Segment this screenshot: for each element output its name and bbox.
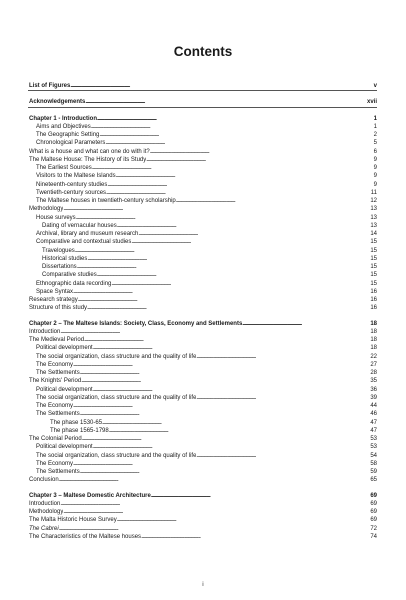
toc-entry-title: The Settlements bbox=[36, 411, 80, 418]
dot-leader bbox=[80, 468, 370, 476]
toc-entry-title: The Economy bbox=[36, 403, 74, 409]
toc-entry[interactable] bbox=[28, 115, 377, 123]
toc-entry[interactable] bbox=[28, 247, 377, 255]
toc-entry-page: v bbox=[373, 83, 377, 89]
dot-leader bbox=[91, 123, 373, 131]
toc-entry-page: 18 bbox=[370, 320, 377, 327]
dot-leader bbox=[105, 139, 372, 147]
dot-leader bbox=[196, 394, 369, 402]
toc-entry-title: List of Figures bbox=[29, 83, 71, 89]
toc-entry[interactable] bbox=[28, 156, 377, 164]
toc-entry[interactable] bbox=[28, 353, 377, 361]
toc-entry-page: 47 bbox=[370, 419, 377, 426]
dot-leader bbox=[107, 181, 372, 189]
toc-entry[interactable] bbox=[28, 443, 377, 451]
page-number: i bbox=[202, 581, 204, 588]
toc-entry-title: The Medieval Period bbox=[29, 337, 85, 343]
toc-entry-page: 13 bbox=[370, 222, 377, 229]
toc-entry[interactable] bbox=[28, 255, 377, 263]
toc-entry-title: The Knights' Period bbox=[29, 378, 82, 385]
toc-entry[interactable] bbox=[28, 419, 377, 427]
toc-entry[interactable] bbox=[28, 369, 377, 377]
toc-entry-title: Ethnographic data recording bbox=[36, 280, 112, 287]
toc-entry-title: What is a house and what can one do with it? bbox=[29, 148, 150, 155]
toc-entry[interactable] bbox=[28, 148, 377, 156]
toc-entry-title: Methodology bbox=[29, 509, 64, 515]
toc-entry-title: Introduction bbox=[29, 500, 61, 507]
toc-entry-title: Space Syntax bbox=[36, 288, 74, 295]
toc-entry-title: The social organization, class structure and the quality of life bbox=[36, 452, 197, 459]
dot-leader bbox=[102, 419, 369, 427]
toc-entry-title: Political development bbox=[36, 345, 93, 352]
dot-leader bbox=[73, 460, 369, 468]
toc-entry-page: 9 bbox=[373, 181, 377, 188]
toc-entry[interactable] bbox=[28, 280, 377, 288]
dot-leader bbox=[78, 296, 370, 304]
toc-entry-page: 36 bbox=[370, 386, 377, 393]
toc-entry-title: Research strategy bbox=[29, 297, 78, 303]
toc-entry-page: 1 bbox=[373, 123, 377, 130]
toc-entry-page: 44 bbox=[370, 403, 377, 409]
dot-leader bbox=[92, 164, 373, 172]
dot-leader bbox=[196, 353, 369, 361]
toc-entry-title: Acknowledgements bbox=[29, 99, 86, 106]
toc-entry-title: The Settlements bbox=[36, 370, 80, 376]
toc-entry-page: 16 bbox=[370, 297, 377, 303]
dot-leader bbox=[60, 500, 369, 508]
dot-leader bbox=[87, 304, 369, 312]
toc-entry-title: The Malta Historic House Survey bbox=[29, 517, 117, 524]
toc-entry-title: Methodology bbox=[29, 206, 64, 213]
toc-entry[interactable] bbox=[28, 304, 377, 312]
toc-entry-page: 53 bbox=[370, 444, 377, 451]
toc-entry-page: 47 bbox=[370, 427, 377, 434]
toc-entry-title: The social organization, class structure and the quality of life bbox=[36, 353, 197, 360]
toc-entry-title: The Maltese House: The History of its Study bbox=[29, 156, 147, 163]
section-gap bbox=[28, 108, 377, 115]
toc-entry-title: Nineteenth-century studies bbox=[36, 181, 108, 188]
dot-leader bbox=[82, 435, 370, 443]
toc-entry[interactable] bbox=[28, 82, 377, 91]
toc-entry[interactable] bbox=[28, 214, 377, 222]
toc-entry[interactable] bbox=[28, 230, 377, 238]
toc-entry-title: The Characteristics of the Maltese houses bbox=[29, 533, 142, 540]
toc-entry-page: 15 bbox=[370, 272, 377, 279]
dot-leader bbox=[59, 476, 370, 484]
toc-entry-page: 9 bbox=[373, 156, 377, 163]
dot-leader bbox=[76, 214, 370, 222]
dot-leader bbox=[80, 410, 370, 418]
dot-leader bbox=[70, 82, 372, 90]
toc-entry-page: 2 bbox=[373, 132, 377, 138]
toc-entry-page: 9 bbox=[373, 165, 377, 171]
dot-leader bbox=[146, 156, 372, 164]
dot-leader bbox=[93, 344, 370, 352]
toc-entry[interactable] bbox=[28, 336, 377, 344]
toc-entry-page: 15 bbox=[370, 247, 377, 254]
toc-entry[interactable] bbox=[28, 386, 377, 394]
toc-entry[interactable] bbox=[28, 271, 377, 279]
toc-entry-page: 18 bbox=[370, 345, 377, 352]
dot-leader bbox=[85, 98, 366, 106]
dot-leader bbox=[151, 492, 369, 500]
dot-leader bbox=[63, 205, 369, 213]
toc-entry-page: 74 bbox=[370, 533, 377, 540]
toc-entry-page: 13 bbox=[370, 206, 377, 213]
toc-entry-page: 28 bbox=[370, 370, 377, 376]
toc-entry-title: The Economy bbox=[36, 361, 74, 368]
toc-entry-title: The Colonial Period bbox=[29, 436, 82, 442]
dot-leader bbox=[242, 320, 369, 328]
toc-entry[interactable] bbox=[28, 427, 377, 435]
toc-entry-page: 65 bbox=[370, 477, 377, 484]
dot-leader bbox=[73, 361, 369, 369]
toc-entry-title: Political development bbox=[36, 444, 93, 451]
toc-entry-page: 15 bbox=[370, 280, 377, 287]
toc-entry[interactable] bbox=[28, 320, 377, 328]
toc-entry[interactable] bbox=[28, 328, 377, 336]
toc-entry-title: Aims and Objectives bbox=[36, 123, 91, 130]
dot-leader bbox=[93, 443, 370, 451]
toc-entry-title: The phase 1565-1798 bbox=[50, 427, 109, 434]
toc-entry-page: 14 bbox=[370, 231, 377, 237]
dot-leader bbox=[93, 386, 370, 394]
dot-leader bbox=[97, 271, 370, 279]
toc-entry[interactable] bbox=[28, 123, 377, 131]
toc-entry-page: 15 bbox=[370, 264, 377, 270]
toc-entry-page: 27 bbox=[370, 361, 377, 368]
toc-entry-page: 11 bbox=[370, 189, 377, 196]
toc-entry-page: 15 bbox=[370, 255, 377, 262]
toc-entry-title: The Settlements bbox=[36, 469, 80, 475]
toc-entry[interactable] bbox=[28, 189, 377, 197]
toc-entry-page: 16 bbox=[370, 305, 377, 312]
toc-entry-page: 59 bbox=[370, 469, 377, 475]
toc-entry[interactable] bbox=[28, 238, 377, 246]
toc-entry-title: The social organization, class structure and the quality of life bbox=[36, 394, 197, 401]
toc-entry[interactable] bbox=[28, 344, 377, 352]
table-of-contents bbox=[28, 82, 377, 541]
toc-entry-title: Twentieth-century sources bbox=[36, 189, 107, 196]
toc-entry[interactable] bbox=[28, 222, 377, 230]
toc-entry-page: 15 bbox=[370, 239, 377, 246]
toc-entry-title: Dating of vernacular houses bbox=[42, 222, 117, 229]
toc-entry-page: 69 bbox=[370, 500, 377, 507]
dot-leader bbox=[131, 238, 369, 246]
dot-leader bbox=[75, 247, 370, 255]
dot-leader bbox=[84, 336, 369, 344]
toc-entry-page: 35 bbox=[370, 378, 377, 385]
toc-entry-title: Travelogues bbox=[42, 247, 75, 254]
toc-entry[interactable] bbox=[28, 533, 377, 541]
toc-entry-title: Chronological Parameters bbox=[36, 140, 106, 147]
toc-entry-title: Chapter 2 – The Maltese Islands: Society, Class, Economy and Settlements bbox=[29, 320, 243, 327]
toc-entry[interactable] bbox=[28, 452, 377, 460]
dot-leader bbox=[138, 230, 369, 238]
dot-leader bbox=[59, 525, 370, 533]
toc-entry-title: The Geographic Setting bbox=[36, 132, 100, 138]
toc-entry-page: 16 bbox=[370, 288, 377, 295]
toc-entry[interactable] bbox=[28, 296, 377, 304]
section-gap bbox=[28, 91, 377, 98]
toc-entry[interactable] bbox=[28, 288, 377, 296]
toc-entry-title: Comparative studies bbox=[42, 272, 97, 279]
section-gap bbox=[28, 313, 377, 320]
dot-leader bbox=[97, 115, 373, 123]
dot-leader bbox=[109, 427, 370, 435]
toc-entry[interactable] bbox=[28, 468, 377, 476]
dot-leader bbox=[117, 222, 370, 230]
toc-entry[interactable] bbox=[28, 460, 377, 468]
toc-entry-title: Dissertations bbox=[42, 264, 77, 270]
dot-leader bbox=[60, 328, 369, 336]
toc-entry-page: 9 bbox=[373, 173, 377, 180]
toc-entry-title: Conclusion bbox=[29, 477, 59, 484]
toc-entry-title: Political development bbox=[36, 386, 93, 393]
toc-entry[interactable] bbox=[28, 164, 377, 172]
toc-entry[interactable] bbox=[28, 197, 377, 205]
toc-entry[interactable] bbox=[28, 500, 377, 508]
dot-leader bbox=[116, 172, 373, 180]
toc-entry[interactable] bbox=[28, 181, 377, 189]
toc-entry-page: 58 bbox=[370, 460, 377, 467]
toc-entry-page: 54 bbox=[370, 452, 377, 459]
toc-entry-page: 18 bbox=[370, 328, 377, 335]
dot-leader bbox=[176, 197, 370, 205]
dot-leader bbox=[196, 452, 369, 460]
toc-entry-title: Chapter 1 - Introduction bbox=[29, 115, 97, 122]
toc-entry-title: Chapter 3 – Maltese Domestic Architecture bbox=[29, 492, 151, 499]
toc-entry[interactable] bbox=[28, 377, 377, 385]
toc-entry-page: 5 bbox=[373, 140, 377, 147]
toc-entry-title: The phase 1530-65 bbox=[50, 419, 103, 426]
toc-entry[interactable] bbox=[28, 131, 377, 139]
dot-leader bbox=[80, 369, 370, 377]
dot-leader bbox=[99, 131, 372, 139]
toc-entry-title: Historical studies bbox=[42, 255, 88, 262]
toc-entry[interactable] bbox=[28, 508, 377, 516]
toc-entry[interactable] bbox=[28, 394, 377, 402]
toc-entry-page: 69 bbox=[370, 509, 377, 515]
toc-entry[interactable] bbox=[28, 410, 377, 418]
toc-entry[interactable] bbox=[28, 205, 377, 213]
toc-entry-page: 72 bbox=[370, 525, 377, 532]
dot-leader bbox=[150, 148, 373, 156]
toc-entry[interactable] bbox=[28, 435, 377, 443]
toc-entry[interactable] bbox=[28, 525, 377, 533]
toc-entry[interactable] bbox=[28, 402, 377, 410]
dot-leader bbox=[73, 288, 369, 296]
toc-entry-page: 39 bbox=[370, 394, 377, 401]
toc-entry[interactable] bbox=[28, 361, 377, 369]
dot-leader bbox=[111, 280, 369, 288]
toc-entry-title: Archival, library and museum research bbox=[36, 231, 139, 237]
toc-entry[interactable] bbox=[28, 476, 377, 484]
toc-entry-title: The Cabrei bbox=[29, 525, 59, 532]
toc-entry-page: 18 bbox=[370, 337, 377, 343]
toc-entry-title: The Economy bbox=[36, 460, 74, 467]
toc-entry-page: 53 bbox=[370, 436, 377, 442]
toc-entry-title: Introduction bbox=[29, 328, 61, 335]
toc-entry-page: 22 bbox=[370, 353, 377, 360]
toc-entry-page: 12 bbox=[370, 198, 377, 204]
toc-entry-title: House surveys bbox=[36, 214, 76, 221]
toc-entry-title: Structure of this study bbox=[29, 305, 88, 312]
dot-leader bbox=[77, 263, 370, 271]
toc-entry[interactable] bbox=[28, 172, 377, 180]
toc-entry-page: 69 bbox=[370, 517, 377, 524]
dot-leader bbox=[63, 508, 369, 516]
toc-entry-page: 69 bbox=[370, 492, 377, 499]
toc-entry-title: Visitors to the Maltese Islands bbox=[36, 173, 116, 180]
toc-entry[interactable] bbox=[28, 139, 377, 147]
toc-entry-title: Comparative and contextual studies bbox=[36, 239, 132, 246]
page-title: Contents bbox=[173, 44, 233, 59]
dot-leader bbox=[141, 533, 369, 541]
toc-entry[interactable] bbox=[28, 98, 377, 107]
dot-leader bbox=[117, 516, 370, 524]
toc-entry-title: The Maltese houses in twentieth-century scholarship bbox=[36, 198, 176, 204]
toc-entry-title: The Earliest Sources bbox=[36, 165, 92, 171]
section-gap bbox=[28, 485, 377, 492]
toc-entry[interactable] bbox=[28, 263, 377, 271]
toc-entry-page: 1 bbox=[373, 115, 377, 122]
toc-entry-page: 6 bbox=[373, 148, 377, 155]
toc-entry-page: xvii bbox=[366, 99, 377, 106]
toc-entry-page: 46 bbox=[370, 411, 377, 418]
dot-leader bbox=[73, 402, 369, 410]
toc-entry-page: 13 bbox=[370, 214, 377, 221]
toc-entry[interactable] bbox=[28, 492, 377, 500]
toc-entry[interactable] bbox=[28, 516, 377, 524]
dot-leader bbox=[106, 189, 370, 197]
dot-leader bbox=[81, 377, 369, 385]
dot-leader bbox=[87, 255, 369, 263]
